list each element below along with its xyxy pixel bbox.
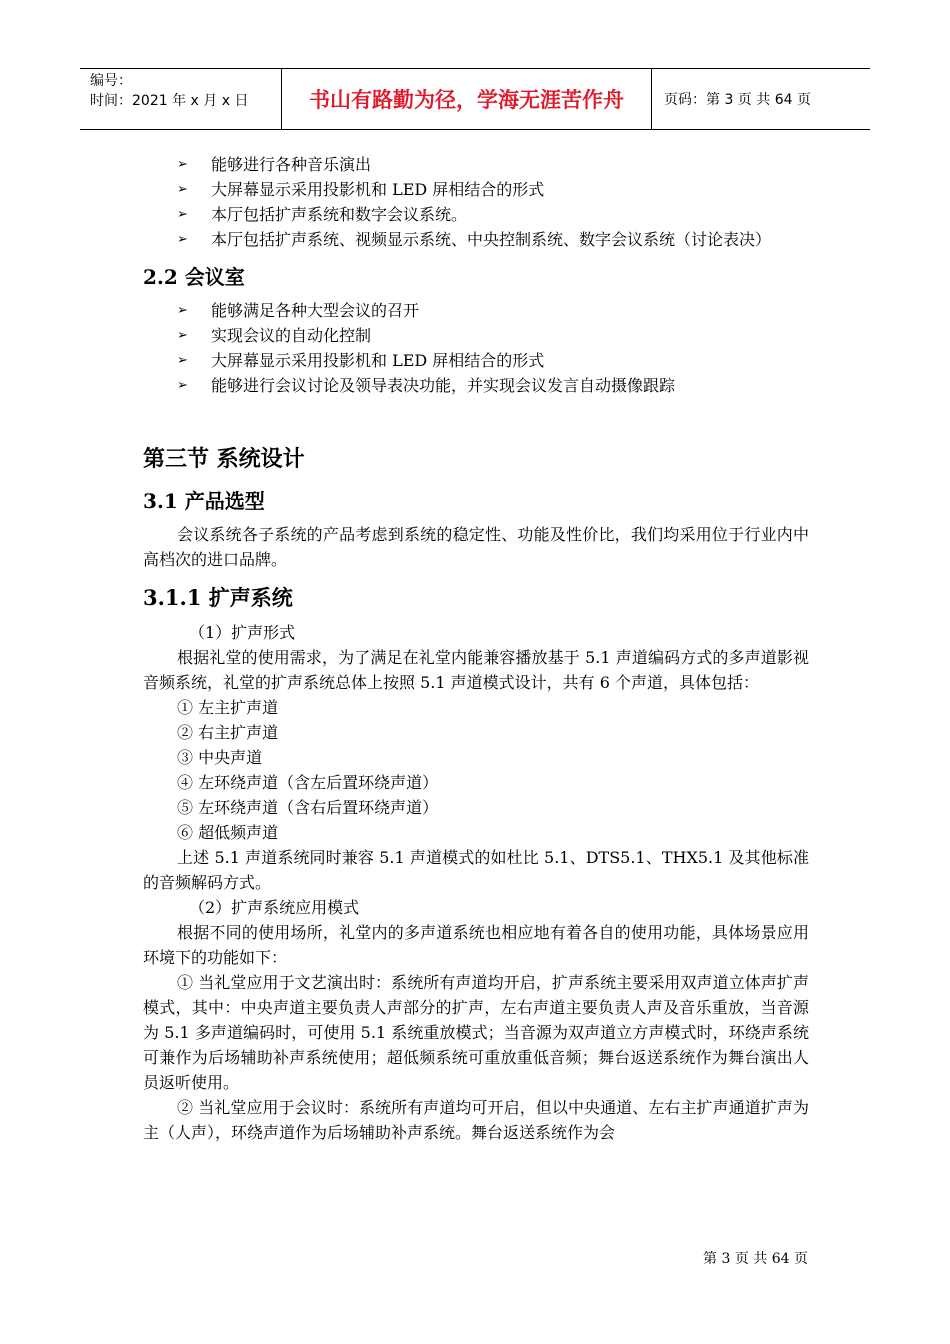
arrow-bullet-icon: ➢ [177,328,188,343]
header-motto: 书山有路勤为径，学海无涯苦作舟 [282,69,652,129]
paragraph-b: 上述 5.1 声道系统同时兼容 5.1 声道模式的如杜比 5.1、DTS5.1、THX5.1 及其他标准的音频解码方式。 [143,848,809,892]
paragraph-e: ② 当礼堂应用于会议时：系统所有声道均可开启，但以中央通道、左右主扩声通道扩声为主（人声），环绕声道作为后场辅助补声系统。舞台返送系统作为会 [143,1098,809,1142]
paragraph-a: 根据礼堂的使用需求，为了满足在礼堂内能兼容播放基于 5.1 声道编码方式的多声道影视音频系统，礼堂的扩声系统总体上按照 5.1 声道模式设计，共有 6 个声道，具体包括： [143,648,809,692]
list-item: ➢ 能够进行会议讨论及领导表决功能，并实现会议发言自动摄像跟踪 [143,373,809,398]
paragraph-c: 根据不同的使用场所，礼堂内的多声道系统也相应地有着各自的使用功能，具体场景应用环境下的功能如下： [143,923,809,967]
list-item: ➢ 大屏幕显示采用投影机和 LED 屏相结合的形式 [143,348,809,373]
list-item: ➢ 实现会议的自动化控制 [143,323,809,348]
channel-item: ④ 左环绕声道（含左后置环绕声道） [177,773,439,792]
channel-item: ① 左主扩声道 [177,698,279,717]
arrow-bullet-icon: ➢ [177,378,188,393]
list-item: ➢ 大屏幕显示采用投影机和 LED 屏相结合的形式 [143,177,809,202]
list-item: ➢ 本厅包括扩声系统、视频显示系统、中央控制系统、数字会议系统（讨论表决） [143,227,809,252]
header-number-label: 编号： [90,73,132,89]
subheading-1: （1）扩声形式 [189,623,296,642]
section-heading-3-1: 3.1 产品选型 [143,489,265,513]
arrow-bullet-icon: ➢ [177,232,188,247]
channel-item: ③ 中央声道 [177,748,263,767]
channel-item: ② 右主扩声道 [177,723,279,742]
arrow-bullet-icon: ➢ [177,182,188,197]
header-page-info: 页码：第 3 页 共 64 页 [664,92,811,108]
list-item: ➢ 能够满足各种大型会议的召开 [143,298,809,323]
chapter-title: 第三节 系统设计 [143,446,305,472]
arrow-bullet-icon: ➢ [177,207,188,222]
subheading-2: （2）扩声系统应用模式 [189,898,360,917]
paragraph-3-1: 会议系统各子系统的产品考虑到系统的稳定性、功能及性价比，我们均采用位于行业内中高档次的进口品牌。 [143,525,809,569]
channel-item: ⑥ 超低频声道 [177,823,279,842]
paragraph-d: ① 当礼堂应用于文艺演出时：系统所有声道均开启，扩声系统主要采用双声道立体声扩声模式，其中：中央声道主要负责人声部分的扩声，左右声道主要负责人声及音乐重放，当音源为 5.1 多声道编码时，可使用 5.1 系统重放模式；当音源为双声道立方声模式时，环绕声系统可兼作为后场辅助补声系统使用；超低频系统可重放重低音频；舞台返送系统作为舞台演出人员返听使用。 [143,973,809,1092]
list-item: ➢ 本厅包括扩声系统和数字会议系统。 [143,202,809,227]
document-body [143,152,809,1145]
arrow-bullet-icon: ➢ [177,303,188,318]
channel-item: ⑤ 左环绕声道（含右后置环绕声道） [177,798,439,817]
list-item: ➢ 能够进行各种音乐演出 [143,152,809,177]
page-header [80,68,870,130]
section-heading-2-2: 2.2 会议室 [143,265,245,289]
page-footer: 第 3 页 共 64 页 [703,1251,808,1267]
arrow-bullet-icon: ➢ [177,157,188,172]
header-left-cell [80,69,282,129]
section-heading-3-1-1: 3.1.1 扩声系统 [143,585,293,610]
arrow-bullet-icon: ➢ [177,353,188,368]
header-time-label: 时间：2021 年 x 月 x 日 [90,93,249,109]
